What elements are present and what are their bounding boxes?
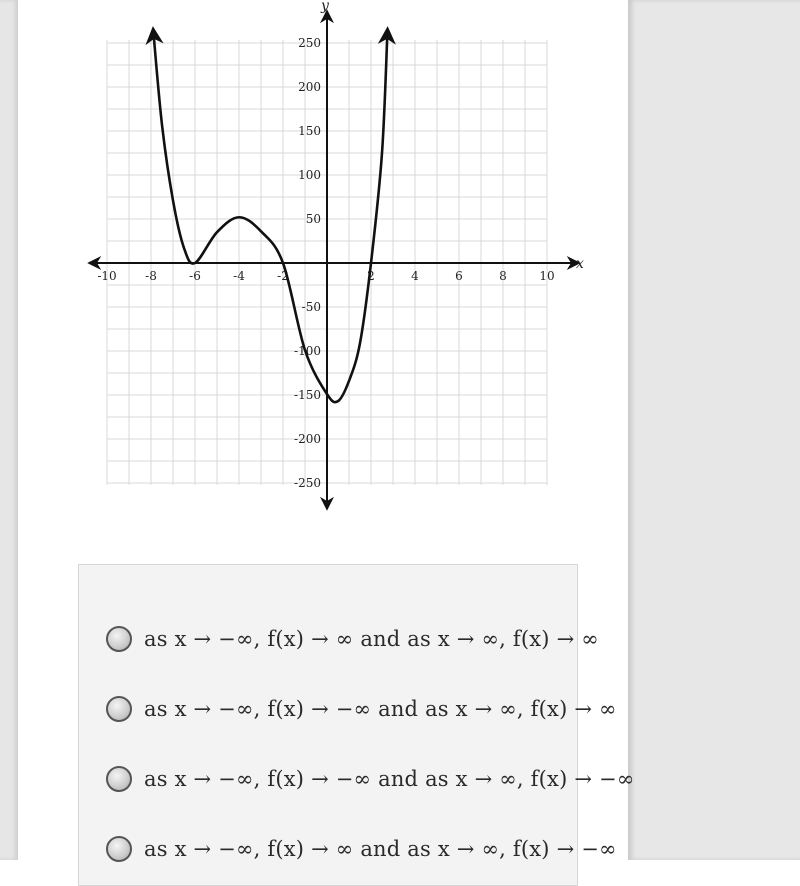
answer-choice-2[interactable] [106,689,617,729]
y-axis-label: y [321,0,329,14]
answer-choice-1[interactable] [106,619,599,659]
y-tick-label: -150 [294,388,321,402]
x-tick-label: -2 [277,269,289,283]
x-tick-label: -8 [145,269,157,283]
y-tick-label: 200 [298,80,321,94]
x-tick-label: 6 [455,269,463,283]
answer-choice-4[interactable] [106,829,617,869]
x-tick-label: 10 [539,269,555,283]
y-tick-label: -200 [294,432,321,446]
y-tick-label: -50 [301,300,321,314]
y-tick-label: 100 [298,168,321,182]
x-tick-label: -6 [189,269,201,283]
function-graph [0,0,628,560]
right-gutter [628,0,800,860]
x-tick-label: 4 [411,269,419,283]
choice-label: as x → −∞, f(x) → −∞ and as x → ∞, f(x) → ∞ [144,697,617,721]
radio-button-icon[interactable] [106,626,132,652]
y-tick-label: -250 [294,476,321,490]
graph-canvas [0,0,628,560]
function-curve [153,30,387,402]
radio-button-icon[interactable] [106,766,132,792]
radio-button-icon[interactable] [106,696,132,722]
choice-label: as x → −∞, f(x) → ∞ and as x → ∞, f(x) → −∞ [144,837,617,861]
radio-button-icon[interactable] [106,836,132,862]
curve-path [153,30,387,402]
x-tick-label: 2 [367,269,375,283]
answer-choice-3[interactable] [106,759,635,799]
x-tick-label: -10 [97,269,117,283]
x-tick-label: -4 [233,269,245,283]
x-tick-label: 8 [499,269,507,283]
y-tick-label: -100 [294,344,321,358]
y-tick-label: 50 [305,212,321,226]
y-tick-label: 150 [298,124,321,138]
x-axis-label: x [576,256,584,272]
axes [90,12,578,508]
choice-label: as x → −∞, f(x) → −∞ and as x → ∞, f(x) → −∞ [144,767,635,791]
y-tick-label: 250 [298,36,321,50]
choice-label: as x → −∞, f(x) → ∞ and as x → ∞, f(x) → ∞ [144,627,599,651]
